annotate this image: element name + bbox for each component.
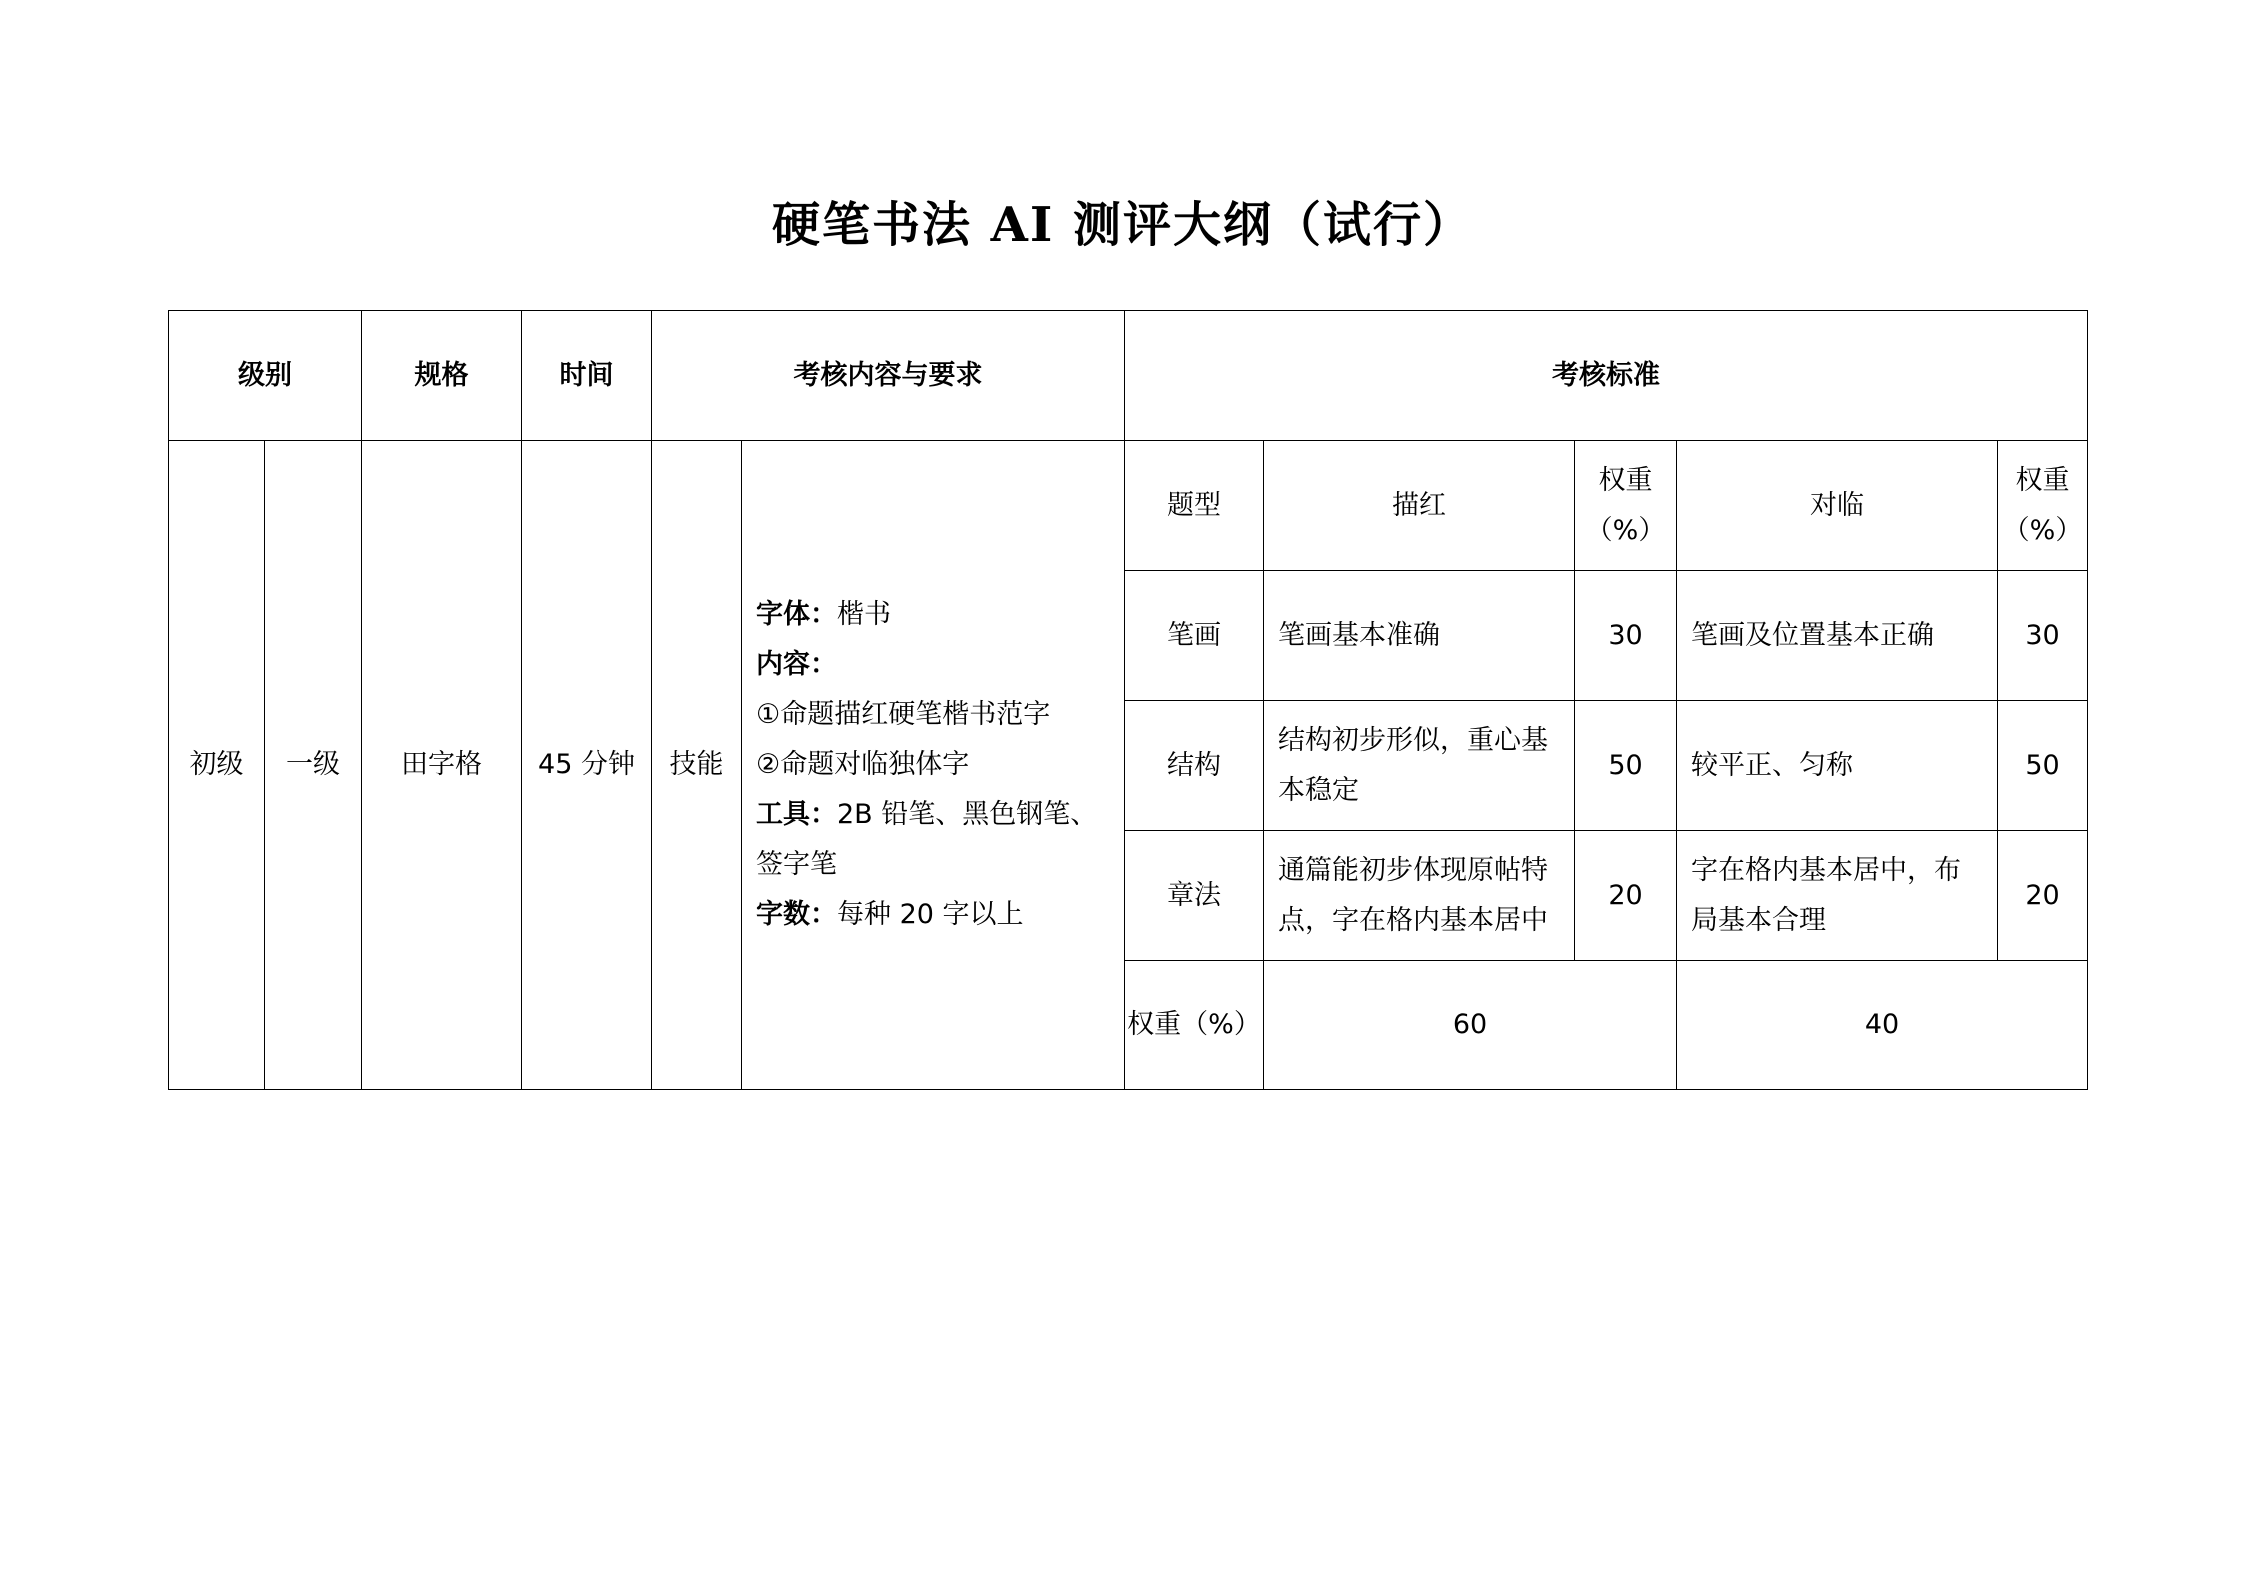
table-row-copy: 字在格内基本居中，布局基本合理	[1677, 831, 1998, 961]
weight-label: 权重	[2015, 464, 2070, 496]
table-row-copy: 笔画及位置基本正确	[1677, 571, 1998, 701]
header-standard: 考核标准	[1125, 311, 2087, 441]
table-row-trace: 笔画基本准确	[1264, 571, 1575, 701]
table-row-type: 结构	[1125, 701, 1264, 831]
font-value: 楷书	[837, 599, 891, 630]
total-label: 权重（%）	[1125, 961, 1264, 1089]
table-row-trace: 结构初步形似，重心基本稳定	[1264, 701, 1575, 831]
tools-value: 2B 铅笔、黑色钢笔、	[837, 799, 1098, 830]
table-row-trace-weight: 50	[1575, 701, 1677, 831]
table-row-copy-weight: 50	[1998, 701, 2087, 831]
requirements-cell	[742, 441, 1125, 1089]
time-cell: 45 分钟	[522, 441, 652, 1089]
tools-label: 工具：	[756, 799, 837, 830]
total-copy: 40	[1864, 1009, 1900, 1041]
header-time: 时间	[522, 311, 652, 441]
table-row-copy-weight: 30	[1998, 571, 2087, 701]
table-row-trace: 通篇能初步体现原帖特点，字在格内基本居中	[1264, 831, 1575, 961]
weight-unit: （%）	[2002, 514, 2083, 546]
tools-line-2: 签字笔	[756, 849, 837, 880]
col-copy-weight	[1998, 441, 2087, 571]
weight-unit: （%）	[1585, 514, 1666, 546]
content-item-2: ②命题对临独体字	[756, 749, 970, 780]
table-row-copy-weight: 20	[1998, 831, 2087, 961]
page-title: 硬笔书法 AI 测评大纲（试行）	[771, 197, 1474, 253]
font-label: 字体：	[756, 599, 837, 630]
content-item-1: ①命题描红硬笔楷书范字	[756, 699, 1051, 730]
category-cell: 技能	[652, 441, 742, 1089]
header-spec: 规格	[362, 311, 522, 441]
header-content: 考核内容与要求	[652, 311, 1125, 441]
count-label: 字数：	[756, 899, 837, 930]
total-trace: 60	[1264, 961, 1677, 1089]
level-cell: 初级	[169, 441, 265, 1089]
spec-cell: 田字格	[362, 441, 522, 1089]
col-type: 题型	[1125, 441, 1264, 571]
col-trace: 描红	[1264, 441, 1575, 571]
tools-line	[756, 790, 1097, 840]
syllabus-table	[168, 310, 2088, 1090]
weight-label: 权重	[1598, 464, 1653, 496]
font-line	[756, 590, 891, 640]
col-copy: 对临	[1677, 441, 1998, 571]
content-label: 内容：	[756, 649, 837, 680]
table-row-type: 笔画	[1125, 571, 1264, 701]
header-level: 级别	[169, 311, 362, 441]
table-row-trace-weight: 20	[1575, 831, 1677, 961]
count-line	[756, 890, 1024, 940]
table-row-copy: 较平正、匀称	[1677, 701, 1998, 831]
grade-cell: 一级	[265, 441, 362, 1089]
table-row-type: 章法	[1125, 831, 1264, 961]
table-row-trace-weight: 30	[1575, 571, 1677, 701]
count-value: 每种 20 字以上	[837, 899, 1024, 930]
col-trace-weight	[1575, 441, 1677, 571]
